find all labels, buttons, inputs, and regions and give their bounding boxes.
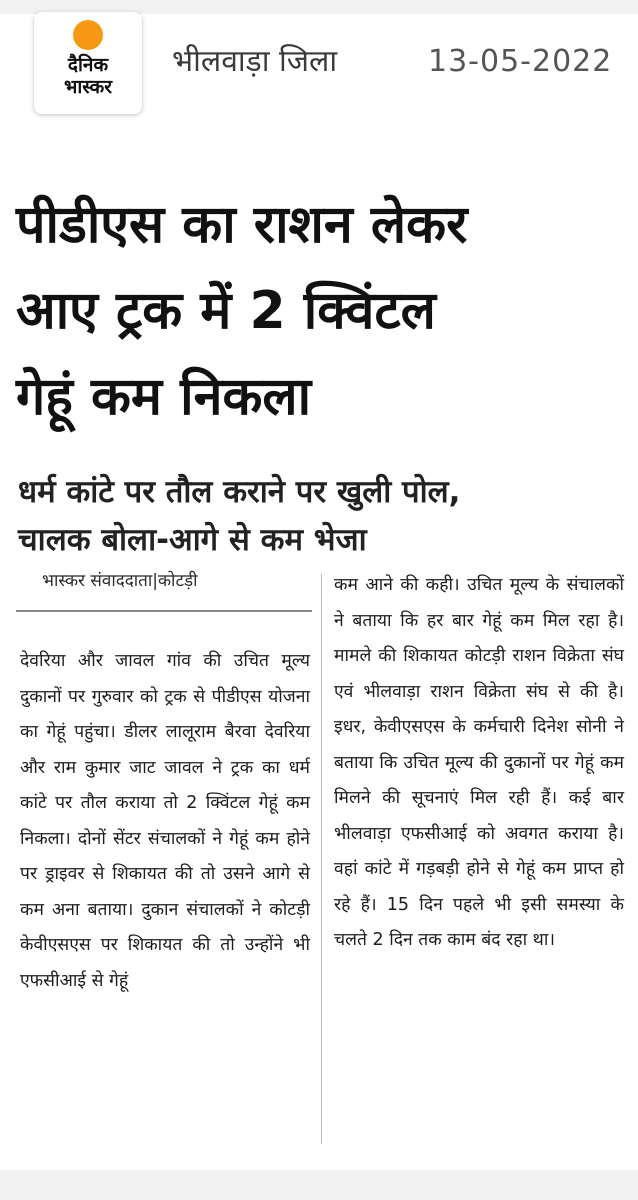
- headline-line: पीडीएस का राशन लेकर: [16, 195, 468, 255]
- dainik-bhaskar-logo: [34, 12, 142, 114]
- edition-district: भीलवाड़ा जिला: [172, 44, 338, 79]
- column-divider: [321, 574, 322, 1144]
- subheadline-line: धर्म कांटे पर तौल कराने पर खुली पोल,: [18, 474, 461, 510]
- article-body-left-column: देवरिया और जावल गांव की उचित मूल्य दुकानों पर गुरुवार को ट्रक से पीडीएस योजना का गेहूं पहुंचा। डीलर लालूराम बैरवा देवरिया और राम कुमार जाट जावल ने ट्रक का धर्म कांटे पर तौल कराया तो 2 क्विंटल गेहूं कम निकला। दोनों सेंटर संचालकों ने गेहूं कम होने पर ड्राइवर से शिकायत की तो उसने आगे से कम अना बताया। दुकान संचालकों ने कोटड़ी केवीएसएस पर शिकायत की तो उन्होंने भी एफसीआई से गेहूं: [20, 651, 310, 991]
- headline-line: गेहूं कम निकला: [16, 367, 312, 427]
- sun-logo-icon: [73, 20, 103, 50]
- subheadline: [18, 468, 628, 564]
- byline: भास्कर संवाददाता|कोटड़ी: [42, 571, 198, 591]
- article-body-right-column: कम आने की कही। उचित मूल्य के संचालकों ने बताया कि हर बार गेहूं कम मिल रहा है। मामले की शिकायत कोटड़ी राशन विक्रेता संघ एवं भीलवाड़ा राशन विक्रेता संघ से की है। इधर, केवीएसएस के कर्मचारी दिनेश सोनी ने बताया कि उचित मूल्य की दुकानों पर गेहूं कम मिलने की सूचनाएं मिल रही हैं। कई बार भीलवाड़ा एफसीआई को अवगत कराया है। वहां कांटे में गड़बड़ी होने से गेहूं कम प्राप्त हो रहे हैं। 15 दिन पहले भी इसी समस्या के चलते 2 दिन तक काम बंद रहा था।: [334, 575, 624, 950]
- bottom-band: [0, 1170, 638, 1200]
- logo-text-line2: भास्कर: [63, 76, 113, 98]
- headline: [16, 182, 626, 440]
- subheadline-line: चालक बोला-आगे से कम भेजा: [18, 522, 367, 558]
- edition-date: 13-05-2022: [428, 44, 613, 79]
- headline-line: आए ट्रक में 2 क्विंटल: [16, 281, 436, 341]
- byline-rule: [16, 610, 312, 612]
- logo-text-line1: दैनिक: [67, 54, 109, 76]
